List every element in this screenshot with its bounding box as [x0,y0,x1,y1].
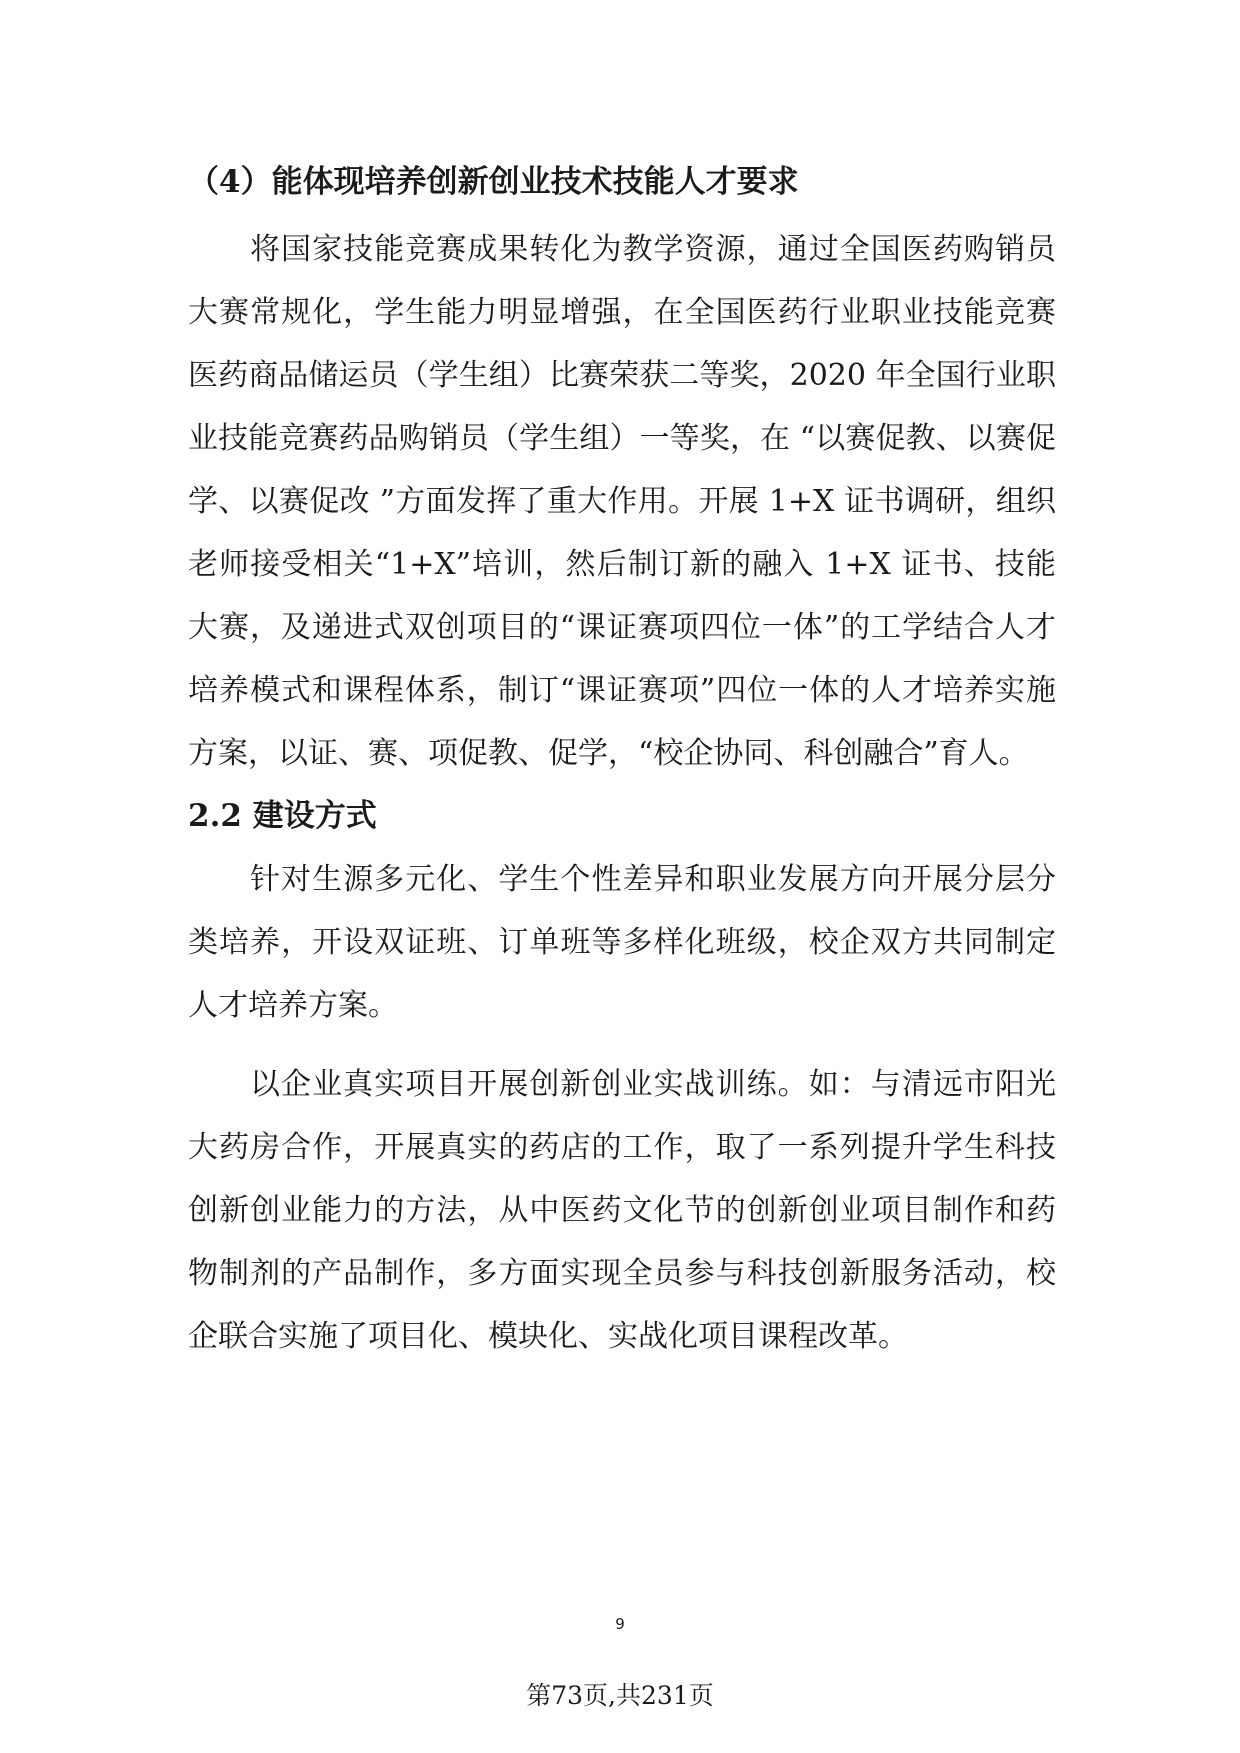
paragraph-enterprise-projects: 以企业真实项目开展创新创业实战训练。如：与清远市阳光大药房合作，开展真实的药店的工作，取了一系列提升学生科技创新创业能力的方法，从中医药文化节的创新创业项目制作和药物制剂的产品制作，多方面实现全员参与科技创新服务活动，校企联合实施了项目化、模块化、实战化项目课程改革。 [188,1067,1056,1354]
paragraph-tiered-training: 针对生源多元化、学生个性差异和职业发展方向开展分层分类培养，开设双证班、订单班等多样化班级，校企双方共同制定人才培养方案。 [188,862,1056,1023]
paragraph-skills-competition: 将国家技能竞赛成果转化为教学资源，通过全国医药购销员大赛常规化，学生能力明显增强，在全国医药行业职业技能竞赛医药商品储运员（学生组）比赛荣获二等奖，2020 年全国行业职业技能竞赛药品购销员（学生组）一等奖，在 “以赛促教、以赛促学、以赛促改 ”方面发挥了重大作用。开展 1+X 证书调研，组织老师接受相关“1+X”培训，然后制订新的融入 1+X 证书、技能大赛，及递进式双创项目的“课证赛项四位一体”的工学结合人才培养模式和课程体系，制订“课证赛项”四位一体的人才培养实施方案，以证、赛、项促教、促学，“校企协同、科创融合”育人。 [188,232,1056,771]
page-range-footer: 第73页,共231页 [526,1681,714,1710]
document-body [188,156,1056,1368]
subsection-heading: （4）能体现培养创新创业技术技能人才要求 [188,164,799,200]
section-heading: 2.2 建设方式 [188,798,377,834]
page-number: 9 [615,1615,625,1633]
